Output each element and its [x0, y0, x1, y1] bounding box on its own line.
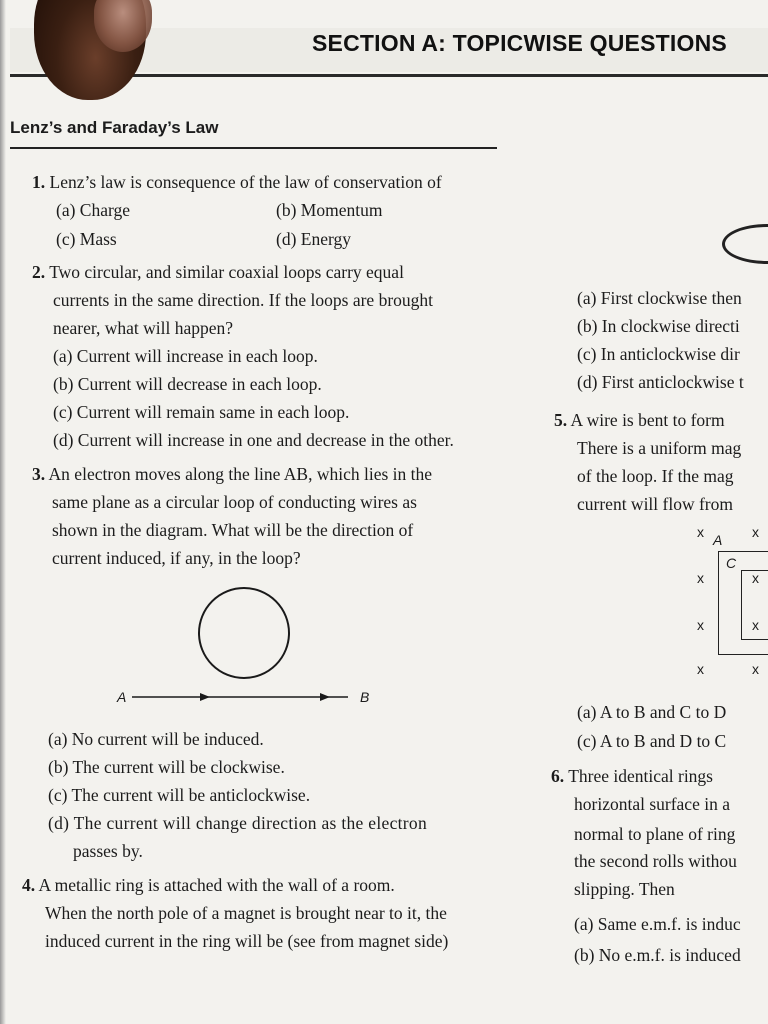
- option-2b: (b) Current will decrease in each loop.: [53, 374, 322, 394]
- question-text-line: slipping. Then: [574, 879, 675, 899]
- finger-overlay: [34, 0, 146, 100]
- ring-diagram: [722, 224, 768, 264]
- q6-option-a: (a) Same e.m.f. is induc: [574, 914, 741, 934]
- question-text-line: nearer, what will happen?: [53, 318, 234, 338]
- question-3: [32, 460, 432, 488]
- question-text-line: current will flow from: [577, 494, 733, 514]
- question-1: [32, 168, 442, 196]
- section-title: SECTION A: TOPICWISE QUESTIONS: [312, 30, 727, 56]
- cross-mark-icon: x: [697, 524, 704, 540]
- question-text-line: of the loop. If the mag: [577, 466, 734, 486]
- arrow-head-icon: [320, 693, 330, 701]
- q4-option-d: (d) First anticlockwise t: [577, 372, 744, 392]
- question-text-line: A wire is bent to form: [570, 410, 725, 430]
- option-1d: (d) Energy: [276, 229, 351, 249]
- label-c: C: [726, 555, 737, 571]
- line-ab: [110, 686, 370, 710]
- question-text-line: There is a uniform mag: [577, 438, 742, 458]
- question-6: [551, 762, 713, 790]
- question-text-line: Lenz’s law is consequence of the law of conservation of: [49, 172, 442, 192]
- question-4: [22, 871, 395, 899]
- label-a: A: [713, 532, 723, 548]
- question-number: 6.: [551, 766, 565, 786]
- q4-option-a: (a) First clockwise then: [577, 288, 742, 308]
- question-text-line: currents in the same direction. If the loops are brought: [53, 290, 434, 310]
- page-edge-shadow: [0, 0, 6, 1024]
- question-text-line: the second rolls withou: [574, 851, 737, 871]
- option-3a: (a) No current will be induced.: [48, 729, 264, 749]
- cross-mark-icon: x: [752, 524, 759, 540]
- cross-mark-icon: x: [697, 661, 704, 677]
- question-text-line: Three identical rings: [568, 766, 713, 786]
- option-2c: (c) Current will remain same in each loop.: [53, 402, 350, 422]
- cross-mark-icon: x: [752, 661, 759, 677]
- option-3c: (c) The current will be anticlockwise.: [48, 785, 311, 805]
- q5-option-a: (a) A to B and C to D: [577, 702, 727, 722]
- topic-rule: [10, 147, 497, 149]
- q6-option-b: (b) No e.m.f. is induced: [574, 945, 741, 965]
- option-1c: (c) Mass: [56, 229, 117, 249]
- option-3d: (d) The current will change direction as the electron: [48, 813, 428, 833]
- question-text-line: A metallic ring is attached with the wall of a room.: [38, 875, 395, 895]
- q5-option-c: (c) A to B and D to C: [577, 731, 727, 751]
- cross-mark-icon: x: [752, 617, 759, 633]
- cross-mark-icon: x: [752, 570, 759, 586]
- question-number: 5.: [554, 410, 568, 430]
- question-number: 1.: [32, 172, 46, 192]
- question-number: 2.: [32, 262, 46, 282]
- cross-mark-icon: x: [697, 617, 704, 633]
- option-1b: (b) Momentum: [276, 200, 383, 220]
- arrow-head-icon: [200, 693, 210, 701]
- q4-option-c: (c) In anticlockwise dir: [577, 344, 740, 364]
- cross-mark-icon: x: [697, 570, 704, 586]
- question-text-line: Two circular, and similar coaxial loops carry equal: [49, 262, 404, 282]
- option-1a: (a) Charge: [56, 200, 131, 220]
- question-text-line: same plane as a circular loop of conducting wires as: [52, 492, 417, 512]
- question-text-line: shown in the diagram. What will be the direction of: [52, 520, 414, 540]
- topic-heading: Lenz’s and Faraday’s Law: [10, 118, 219, 137]
- question-number: 3.: [32, 464, 46, 484]
- fingernail: [94, 0, 152, 52]
- question-2: [32, 258, 404, 286]
- option-2a: (a) Current will increase in each loop.: [53, 346, 318, 366]
- q4-option-b: (b) In clockwise directi: [577, 316, 740, 336]
- question-text-line: horizontal surface in a: [574, 794, 730, 814]
- conducting-loop: [198, 587, 290, 679]
- question-text-line: When the north pole of a magnet is brought near to it, the: [45, 903, 447, 923]
- label-b: B: [360, 689, 370, 705]
- label-a: A: [117, 689, 127, 705]
- question-text-line: induced current in the ring will be (see from magnet side): [45, 931, 449, 951]
- question-text-line: An electron moves along the line AB, which lies in the: [48, 464, 433, 484]
- question-text-line: normal to plane of ring: [574, 824, 736, 844]
- option-3d-cont: passes by.: [73, 841, 143, 861]
- question-number: 4.: [22, 875, 36, 895]
- question-text-line: current induced, if any, in the loop?: [52, 548, 301, 568]
- option-2d: (d) Current will increase in one and decrease in the other.: [53, 430, 454, 450]
- question-5: [554, 406, 725, 434]
- option-3b: (b) The current will be clockwise.: [48, 757, 285, 777]
